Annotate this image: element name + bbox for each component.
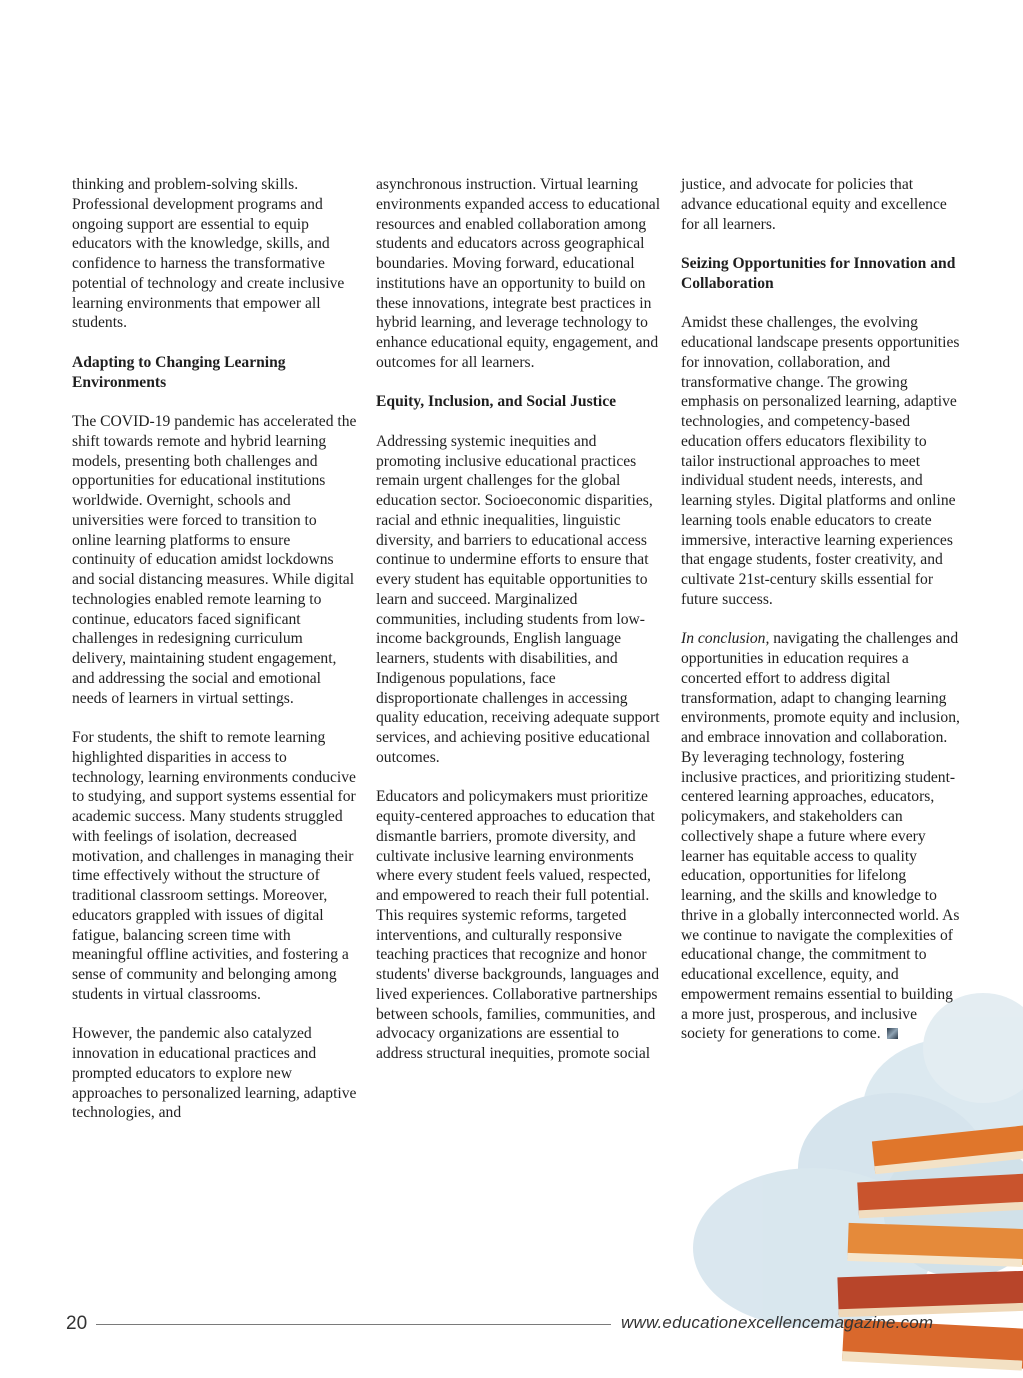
footer-rule <box>96 1324 611 1325</box>
paragraph: Amidst these challenges, the evolving educational landscape presents opportunities for innovation, collaboration, and transformative change. The growing emphasis on personalized learning, adaptive technologies, and competency-based education offers educators flexibility to tailor instructional approaches to meet individual student needs, interests, and learning styles. Digital platforms and online learning tools enable educators to create immersive, interactive learning experiences that engage students, foster creativity, and cultivate 21st-century skills essential for future success. <box>681 314 960 608</box>
section-heading: Seizing Opportunities for Innovation and Collaboration <box>681 255 956 292</box>
paragraph: For students, the shift to remote learning highlighted disparities in access to technology, learning environments conducive to studying, and support systems essential for academic success. Many students struggled with feelings of isolation, decreased motivation, and challenges in managing their time effectively without the structure of traditional classroom settings. Moreover, educators grappled with issues of digital fatigue, balancing screen time with meaningful offline activities, and fostering a sense of community and belonging among students in virtual classrooms. <box>72 729 356 1003</box>
section-heading: Equity, Inclusion, and Social Justice <box>376 393 617 411</box>
paragraph: Addressing systemic inequities and promoting inclusive educational practices remain urgent challenges for the global education sector. Socioeconomic disparities, racial and ethnic inequalities, linguistic diversity, and barriers to educational access continue to undermine efforts to ensure that every student has equitable opportunities to learn and succeed. Marginalized communities, including students from low-income backgrounds, English language learners, students with disabilities, and Indigenous populations, face disproportionate challenges in accessing quality education, receiving adequate support services, and achieving positive educational outcomes. <box>376 432 660 766</box>
paragraph: However, the pandemic also catalyzed innovation in educational practices and prompted educators to explore new approaches to personalized learning, adaptive technologies, and <box>72 1025 357 1122</box>
article-column-3 <box>681 175 963 1064</box>
conclusion-lead: In conclusion, <box>681 630 770 648</box>
paragraph: Educators and policymakers must prioritize equity-centered approaches to education that dismantle barriers, promote diversity, and cultivate inclusive learning environments where every student feels valued, respected, and empowered to reach their full potential. This requires systemic reforms, targeted interventions, and culturally responsive teaching practices that recognize and honor students' diverse backgrounds, languages and lived experiences. Collaborative partnerships between schools, families, communities, and advocacy organizations are essential to address structural inequities, promote social <box>376 788 659 1062</box>
conclusion-text: navigating the challenges and opportunities in education requires a concerted effort to address digital transformation, adapt to changing learning environments, promote equity and inclusion, and embrace innovation and collaboration. By leveraging technology, fostering inclusive practices, and prioritizing student-centered learning approaches, educators, policymakers, and stakeholders can collectively shape a future where every learner has equitable access to quality education, opportunities for lifelong learning, and the skills and knowledge to thrive in a globally interconnected world. As we continue to navigate the complexities of educational change, the commitment to educational excellence, equity, and empowerment remains essential to building a more just, prosperous, and inclusive society for generations to come. <box>681 630 960 1043</box>
page-number: 20 <box>66 1313 88 1334</box>
website-url[interactable]: www.educationexcellencemagazine.com <box>621 1313 934 1332</box>
article-column-1 <box>72 175 357 1143</box>
paragraph: asynchronous instruction. Virtual learning environments expanded access to educational resources and enabled collaboration among students and educators across geographical boundaries. Moving forward, educational institutions have an opportunity to build on these innovations, integrate best practices in hybrid learning, and leverage technology to enhance educational equity, engagement, and outcomes for all learners. <box>376 176 661 371</box>
conclusion-paragraph <box>681 629 963 1044</box>
section-heading: Adapting to Changing Learning Environments <box>72 353 286 391</box>
paragraph: justice, and advocate for policies that advance educational equity and excellence for all learners. <box>681 176 947 233</box>
article-column-2 <box>376 175 661 1084</box>
end-mark-icon <box>887 1028 898 1039</box>
paragraph: The COVID-19 pandemic has accelerated the shift towards remote and hybrid learning models, presenting both challenges and opportunities for educational institutions worldwide. Overnight, schools and universities were forced to transition to online learning platforms to ensure continuity of education amidst lockdowns and social distancing measures. While digital technologies enabled remote learning to continue, educators faced significant challenges in redesigning curriculum delivery, maintaining student engagement, and addressing the social and emotional needs of learners in virtual settings. <box>72 413 357 707</box>
paragraph: thinking and problem-solving skills. Professional development programs and ongoing support are essential to equip educators with the knowledge, skills, and confidence to harness the transformative potential of technology and create inclusive learning environments that empower all students. <box>72 176 345 332</box>
